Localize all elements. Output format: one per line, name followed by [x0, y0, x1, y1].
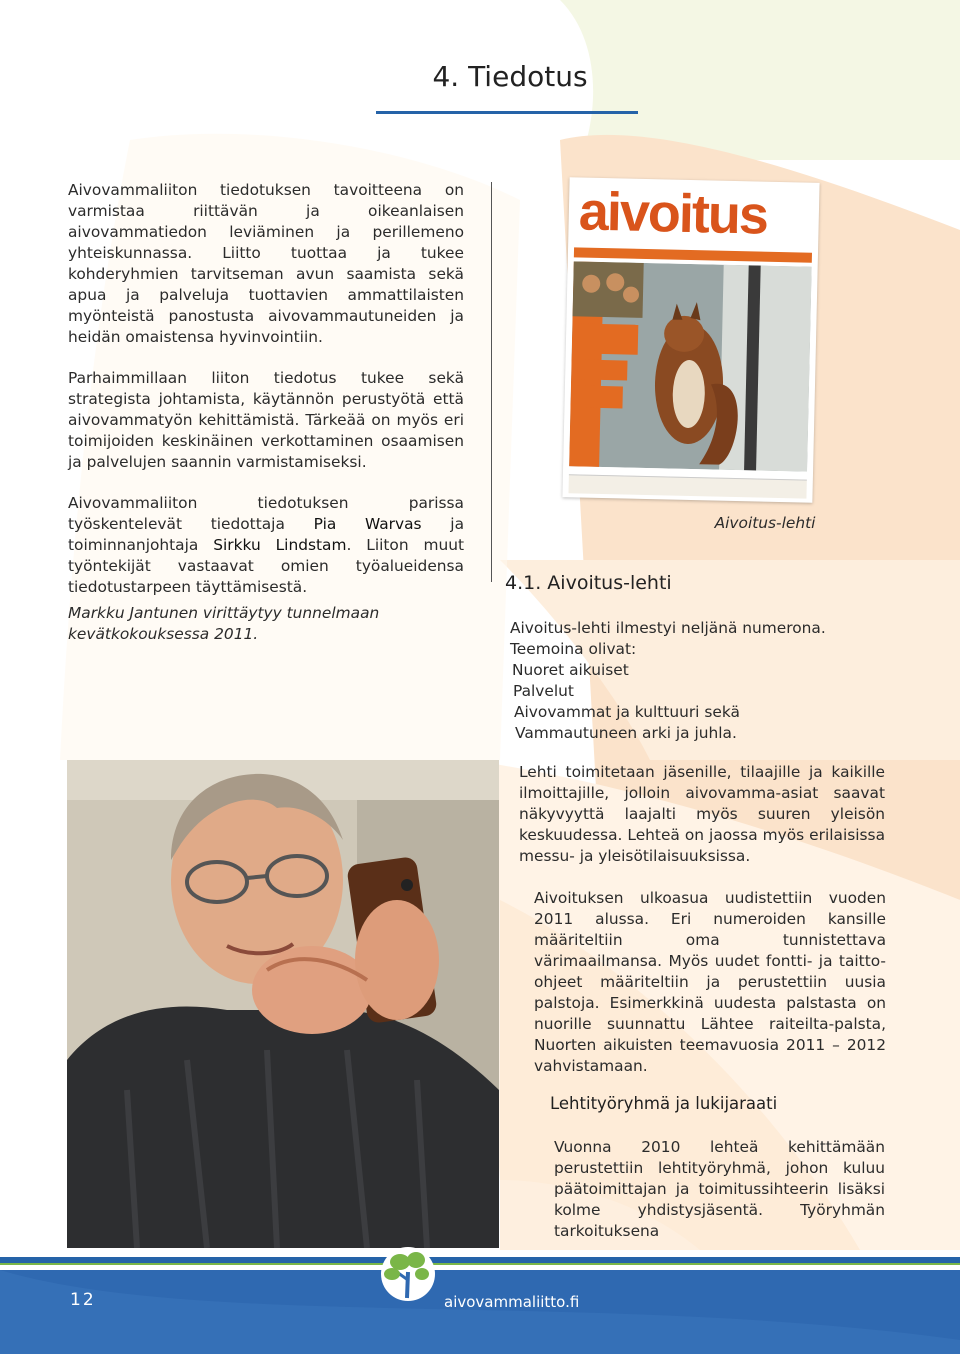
magazine-masthead: aivoitus [578, 181, 768, 246]
list-item: Vammautuneen arki ja juhla. [515, 724, 737, 742]
title-underline [376, 111, 638, 114]
section-heading: 4.1. Aivoitus-lehti [505, 572, 672, 594]
workgroup-paragraph: Vuonna 2010 lehteä kehittämään perustettiin lehtityöryhmä, johon kuluu päätoimittajan ja toimitussihteerin lisäksi kolme yhdistysjäsentä. Työryhmän tarkoituksena [554, 1138, 885, 1240]
strategy-paragraph: Parhaimmillaan liiton tiedotus tukee sekä strategista johtamista, käytännön perustyötä että aivovammatyön kehittämistä. Tärkeää on myös eri toimijoiden keskinäinen verkottaminen osaamisen ja palvelujen saannin varmistamiseksi. [68, 369, 464, 471]
list-item: Palvelut [513, 682, 574, 700]
photo-caption: Markku Jantunen virittäytyy tunnelmaan kevätkokouksessa 2011. [68, 604, 380, 643]
subsection-heading: Lehtityöryhmä ja lukijaraati [550, 1094, 778, 1113]
list-item: Nuoret aikuiset [512, 661, 629, 679]
staff-name-1: Pia Warvas [313, 515, 422, 533]
footer-pattern [0, 1270, 960, 1354]
page-number: 12 [70, 1290, 96, 1310]
left-column [68, 180, 464, 618]
footer-panel [0, 1270, 960, 1354]
column-divider [491, 182, 492, 582]
website-link[interactable]: aivovammaliitto.fi [444, 1293, 580, 1311]
squirrel-photo [569, 261, 812, 471]
theme-list [510, 618, 870, 744]
magazine-footer [568, 474, 806, 498]
intro-paragraph: Aivovammaliiton tiedotuksen tavoitteena on varmistaa riittävän ja oikeanlaisen aivovammatiedon leviäminen ja perillemeno yhteiskunnassa. Liitto tuottaa ja tukee kohderyhmien tarvitseman avun saamista sekä apua ja palveluja tuottavien ammattilaisten myönteistä panostusta aivovammautuneiden ja heidän omaistensa hyvinvointiin. [68, 181, 464, 346]
tree-logo-icon [380, 1246, 436, 1306]
magazine-bar [574, 247, 812, 262]
magazine-cover [562, 177, 819, 503]
page-title: 4. Tiedotus [432, 60, 588, 93]
redesign-paragraph: Aivoituksen ulkoasua uudistettiin vuoden 2011 alussa. Eri numeroiden kansille määriteltiin oma tunnistettava värimaailmansa. Myös uudet fontti- ja taitto-ohjeet määriteltiin ja perustettiin uusia palstoja. Esimerkkinä uudesta palstasta on nuorille suunnattu Lähtee raiteilta-palsta, Nuorten aikuisten teemavuosia 2011 – 2012 vahvistamaan. [534, 889, 886, 1075]
man-with-instrument-photo [67, 760, 499, 1248]
distribution-paragraph: Lehti toimitetaan jäsenille, tilaajille ja kaikille ilmoittajille, jolloin aivovamma-asiat saavat näkyvyyttä laajalti myös suuren yleisön keskuudessa. Lehteä on jaossa myös erilaisissa messu- ja yleisötilaisuuksissa. [519, 763, 885, 865]
list-item: Aivoitus-lehti ilmestyi neljänä numerona. [510, 619, 826, 637]
list-item: Aivovammat ja kulttuuri sekä [514, 703, 740, 721]
staff-name-2: Sirkku Lindstam [213, 536, 347, 554]
event-photo [67, 760, 499, 1248]
list-item: Teemoina olivat: [510, 640, 637, 658]
magazine-caption: Aivoitus-lehti [714, 514, 816, 532]
footer-rule-green [0, 1263, 960, 1265]
staff-paragraph: Aivovammaliiton tiedotuksen parissa työskentelevät tiedottaja Pia Warvas ja toiminnanjohtaja Sirkku Lindstam. Liiton muut työntekijät vastaavat omien työalueidensa tiedotustarpeen täyttämisestä. [68, 494, 465, 596]
